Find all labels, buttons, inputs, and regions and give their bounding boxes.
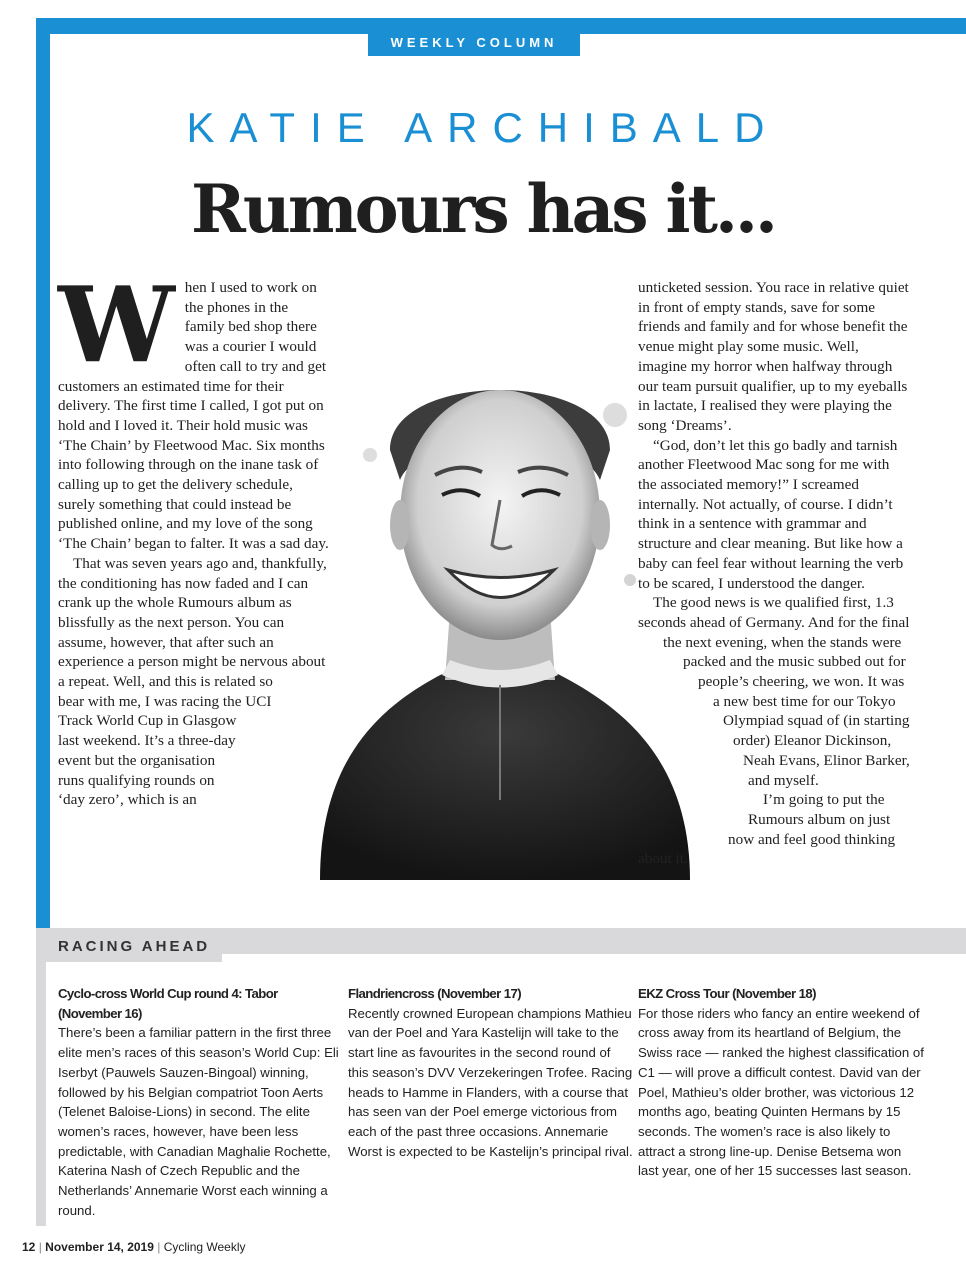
headline: Rumours has it...	[191, 170, 775, 248]
publication-name: Cycling Weekly	[163, 1240, 246, 1254]
racing-ahead-side-bar	[36, 954, 46, 1226]
article-column-right	[638, 278, 910, 869]
article-column-left	[58, 263, 330, 849]
article-paragraph: I’m going to put the Rumours album on just now and feel good thinking about it.	[638, 791, 896, 868]
racing-event	[638, 984, 924, 1181]
event-body: There’s been a familiar pattern in the first three elite men’s races of this season’s World Cup: Eli Iserbyt (Pauwels Sauzen-Bingoal) winning, followed by his Belgian compatriot Toon Aerts (Telenet Baloise-Lions) in second. The elite women’s races, however, have been less predictable, with Canadian Maghalie Rochette, Katerina Nash of Czech Republic and the Netherlands’ Annemarie Worst each winning a round.	[58, 1025, 339, 1218]
event-title: EKZ Cross Tour (November 18)	[638, 986, 816, 1001]
racing-ahead-title: RACING AHEAD	[36, 928, 222, 962]
article-paragraph: The good news is we qualified first, 1.3 seconds ahead of Germany. And for the final the next evening, when the stands were packed and the music subbed out for people’s cheering, we won. It was a new best time for our Tokyo Olympiad squad of (in starting order) Eleanor Dickinson, Neah Evans, Elinor Barker, and myself.	[638, 594, 910, 789]
event-body: For those riders who fancy an entire weekend of cross away from its heartland of Belgium, the Swiss race — ranked the highest classification of C1 — will prove a difficult contest. David van der Poel, Mathieu’s older brother, was victorious 12 months ago, beating Quinten Hermans by 15 seconds. The women’s race is also likely to attract a strong line-up. Denise Betsema won last year, one of her 15 successes last season.	[638, 1005, 924, 1179]
article-paragraph: “God, don’t let this go badly and tarnish another Fleetwood Mac song for me with the associated memory!” I screamed internally. Not actually, of course. I didn’t think in a sentence with grammar and structure and clear meaning. But like how a baby can feel fear without learning the verb to be scared, I understood the danger.	[638, 436, 904, 592]
issue-date: November 14, 2019	[45, 1240, 154, 1254]
article-paragraph: hen I used to work on the phones in the family bed shop there was a courier I would often call to try and get customers an estimated time for their delivery. The first time I called, I got put on hold and I loved it. Their hold music was ‘The Chain’ by Fleetwood Mac. Six months into following through on the inane task of calling up to get the delivery schedule, surely something that could instead be published online, and my love of the song ‘The Chain’ began to falter. It was a sad day.	[58, 279, 329, 553]
page-footer: 12 | November 14, 2019 | Cycling Weekly	[22, 1240, 246, 1254]
event-title: Cyclo-cross World Cup round 4: Tabor (November 16)	[58, 986, 278, 1021]
drop-cap: W	[58, 263, 175, 386]
left-accent-bar	[36, 18, 50, 928]
section-kicker: WEEKLY COLUMN	[368, 30, 580, 56]
event-title: Flandriencross (November 17)	[348, 986, 522, 1001]
racing-event	[58, 984, 344, 1220]
author-name: KATIE ARCHIBALD	[186, 104, 780, 151]
page-number: 12	[22, 1240, 36, 1254]
racing-event	[348, 984, 634, 1161]
event-body: Recently crowned European champions Mathieu van der Poel and Yara Kastelijn will take to the start line as favourites in the second round of this season’s DVV Verzekeringen Trofee. Racing heads to Hamme in Flanders, with a course that has seen van der Poel emerge victorious from each of the past three occasions. Annemarie Worst is expected to be Kastelijn’s principal rival.	[348, 1005, 633, 1159]
article-paragraph: unticketed session. You race in relative quiet in front of empty stands, save for some friends and family and for whose benefit the venue might play some music. Well, imagine my horror when halfway through our team pursuit qualifier, up to my eyeballs in lactate, I realised they were playing the song ‘Dreams’.	[638, 279, 909, 434]
article-paragraph: That was seven years ago and, thankfully, the conditioning has now faded and I can crank up the whole Rumours album as blissfully as the next person. You can assume, however, that after such an experience a person might be nervous about a repeat. Well, and this is related so bear with me, I was racing the UCI Track World Cup in Glasgow last weekend. It’s a three-day event but the organisation runs qualifying rounds on ‘day zero’, which is an	[58, 554, 327, 809]
